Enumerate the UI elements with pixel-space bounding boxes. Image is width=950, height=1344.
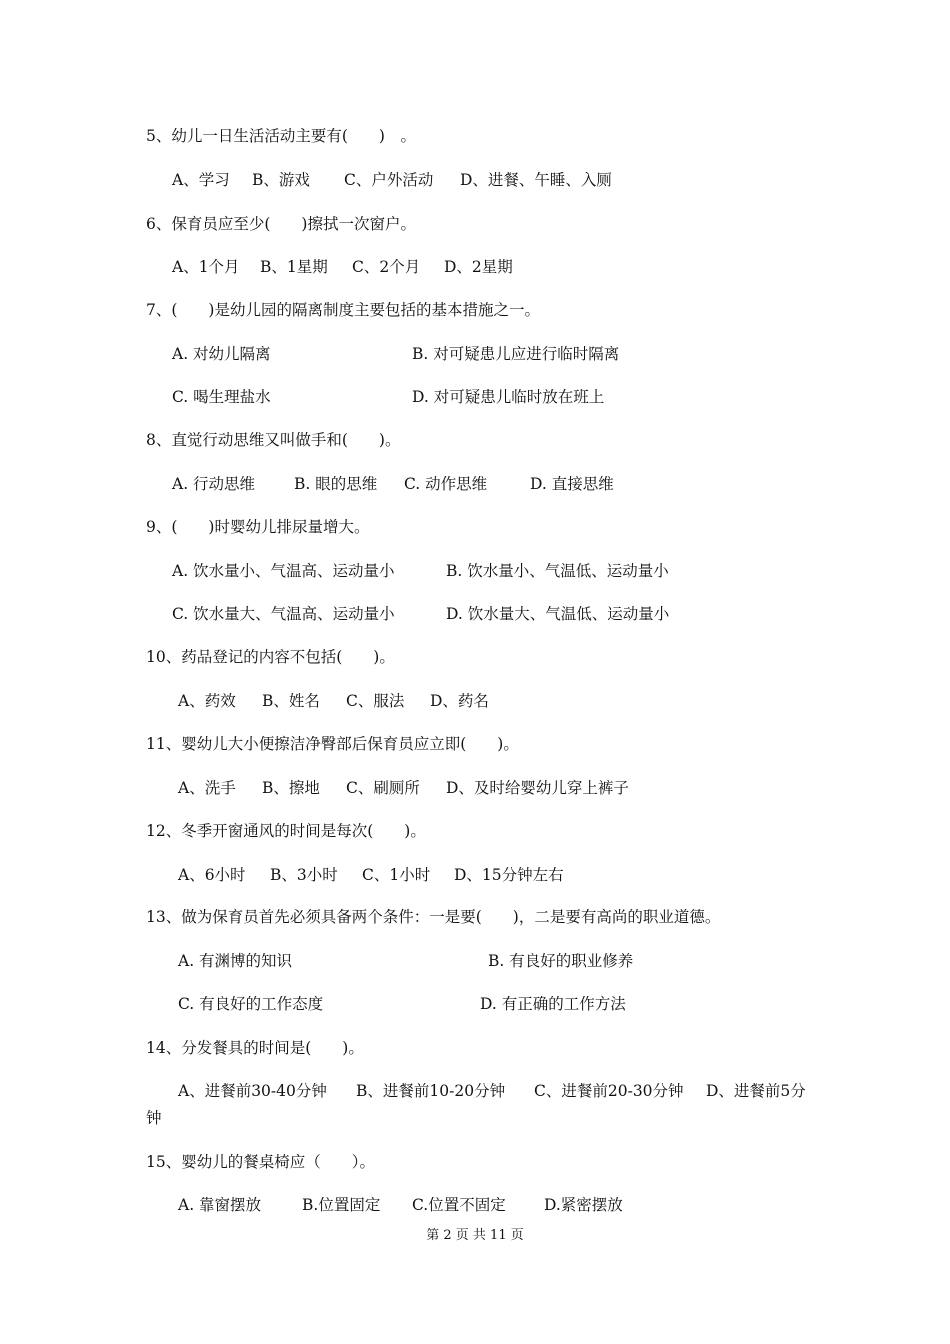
question-10-option-d: D、药名 [430,692,489,710]
question-8-option-d: D. 直接思维 [530,475,614,493]
question-7-option-b: B. 对可疑患儿应进行临时隔离 [412,345,620,363]
question-10-option-b: B、姓名 [262,692,320,710]
question-8-option-b: B. 眼的思维 [294,475,378,493]
question-14-stem: 14、分发餐具的时间是( )。 [146,1039,364,1057]
question-11-option-d: D、及时给婴幼儿穿上裤子 [446,779,629,797]
question-13-option-b: B. 有良好的职业修养 [488,952,634,970]
question-13-option-d: D. 有正确的工作方法 [480,995,626,1013]
question-9-option-d: D. 饮水量大、气温低、运动量小 [446,605,670,623]
question-9-option-a: A. 饮水量小、气温高、运动量小 [172,562,395,580]
question-5-option-a: A、学习 [172,171,230,189]
question-14-option-a: A、进餐前30-40分钟 [178,1082,327,1100]
question-6-option-a: A、1个月 [172,258,240,276]
question-15-option-b: B.位置固定 [302,1196,381,1214]
question-7-option-c: C. 喝生理盐水 [172,388,271,406]
question-13-option-c: C. 有良好的工作态度 [178,995,324,1013]
question-14-option-b: B、进餐前10-20分钟 [356,1082,506,1100]
question-13-stem: 13、做为保育员首先必须具备两个条件：一是要( )，二是要有高尚的职业道德。 [146,908,721,926]
question-10-option-c: C、服法 [346,692,405,710]
question-10-stem: 10、药品登记的内容不包括( )。 [146,648,395,666]
question-15-option-c: C.位置不固定 [412,1196,506,1214]
question-6-option-d: D、2星期 [444,258,513,276]
question-9-option-c: C. 饮水量大、气温高、运动量小 [172,605,395,623]
question-7-stem: 7、( )是幼儿园的隔离制度主要包括的基本措施之一。 [146,301,540,319]
question-6-option-b: B、1星期 [260,258,328,276]
question-5-option-d: D、进餐、午睡、入厕 [460,171,612,189]
question-5-stem: 5、幼儿一日生活活动主要有( ) 。 [146,127,416,145]
question-12-option-d: D、15分钟左右 [454,866,564,884]
question-11-stem: 11、婴幼儿大小便擦洁净臀部后保育员应立即( )。 [146,735,519,753]
question-8-stem: 8、直觉行动思维又叫做手和( )。 [146,431,401,449]
question-12-stem: 12、冬季开窗通风的时间是每次( )。 [146,822,426,840]
question-11-option-c: C、刷厕所 [346,779,420,797]
page-footer: 第 2 页 共 11 页 [426,1228,524,1243]
question-8-option-a: A. 行动思维 [172,475,256,493]
question-15-stem: 15、婴幼儿的餐桌椅应（ ）。 [146,1153,375,1171]
question-9-option-b: B. 饮水量小、气温低、运动量小 [446,562,669,580]
question-15-option-d: D.紧密摆放 [544,1196,623,1214]
question-11-option-b: B、擦地 [262,779,320,797]
question-11-option-a: A、洗手 [178,779,236,797]
question-9-stem: 9、( )时婴幼儿排尿量增大。 [146,518,370,536]
question-12-option-c: C、1小时 [362,866,431,884]
question-6-option-c: C、2个月 [352,258,421,276]
question-14-option-d-wrap: 钟 [146,1109,162,1127]
question-5-option-b: B、游戏 [252,171,310,189]
question-15-option-a: A. 靠窗摆放 [178,1196,262,1214]
question-6-stem: 6、保育员应至少( )擦拭一次窗户。 [146,215,416,233]
question-8-option-c: C. 动作思维 [404,475,488,493]
question-13-option-a: A. 有渊博的知识 [178,952,293,970]
question-5-option-c: C、户外活动 [344,171,434,189]
question-14-option-d: D、进餐前5分 [706,1082,806,1100]
question-12-option-b: B、3小时 [270,866,338,884]
question-10-option-a: A、药效 [178,692,236,710]
question-12-option-a: A、6小时 [178,866,246,884]
question-14-option-c: C、进餐前20-30分钟 [534,1082,684,1100]
question-7-option-a: A. 对幼儿隔离 [172,345,271,363]
question-7-option-d: D. 对可疑患儿临时放在班上 [412,388,605,406]
